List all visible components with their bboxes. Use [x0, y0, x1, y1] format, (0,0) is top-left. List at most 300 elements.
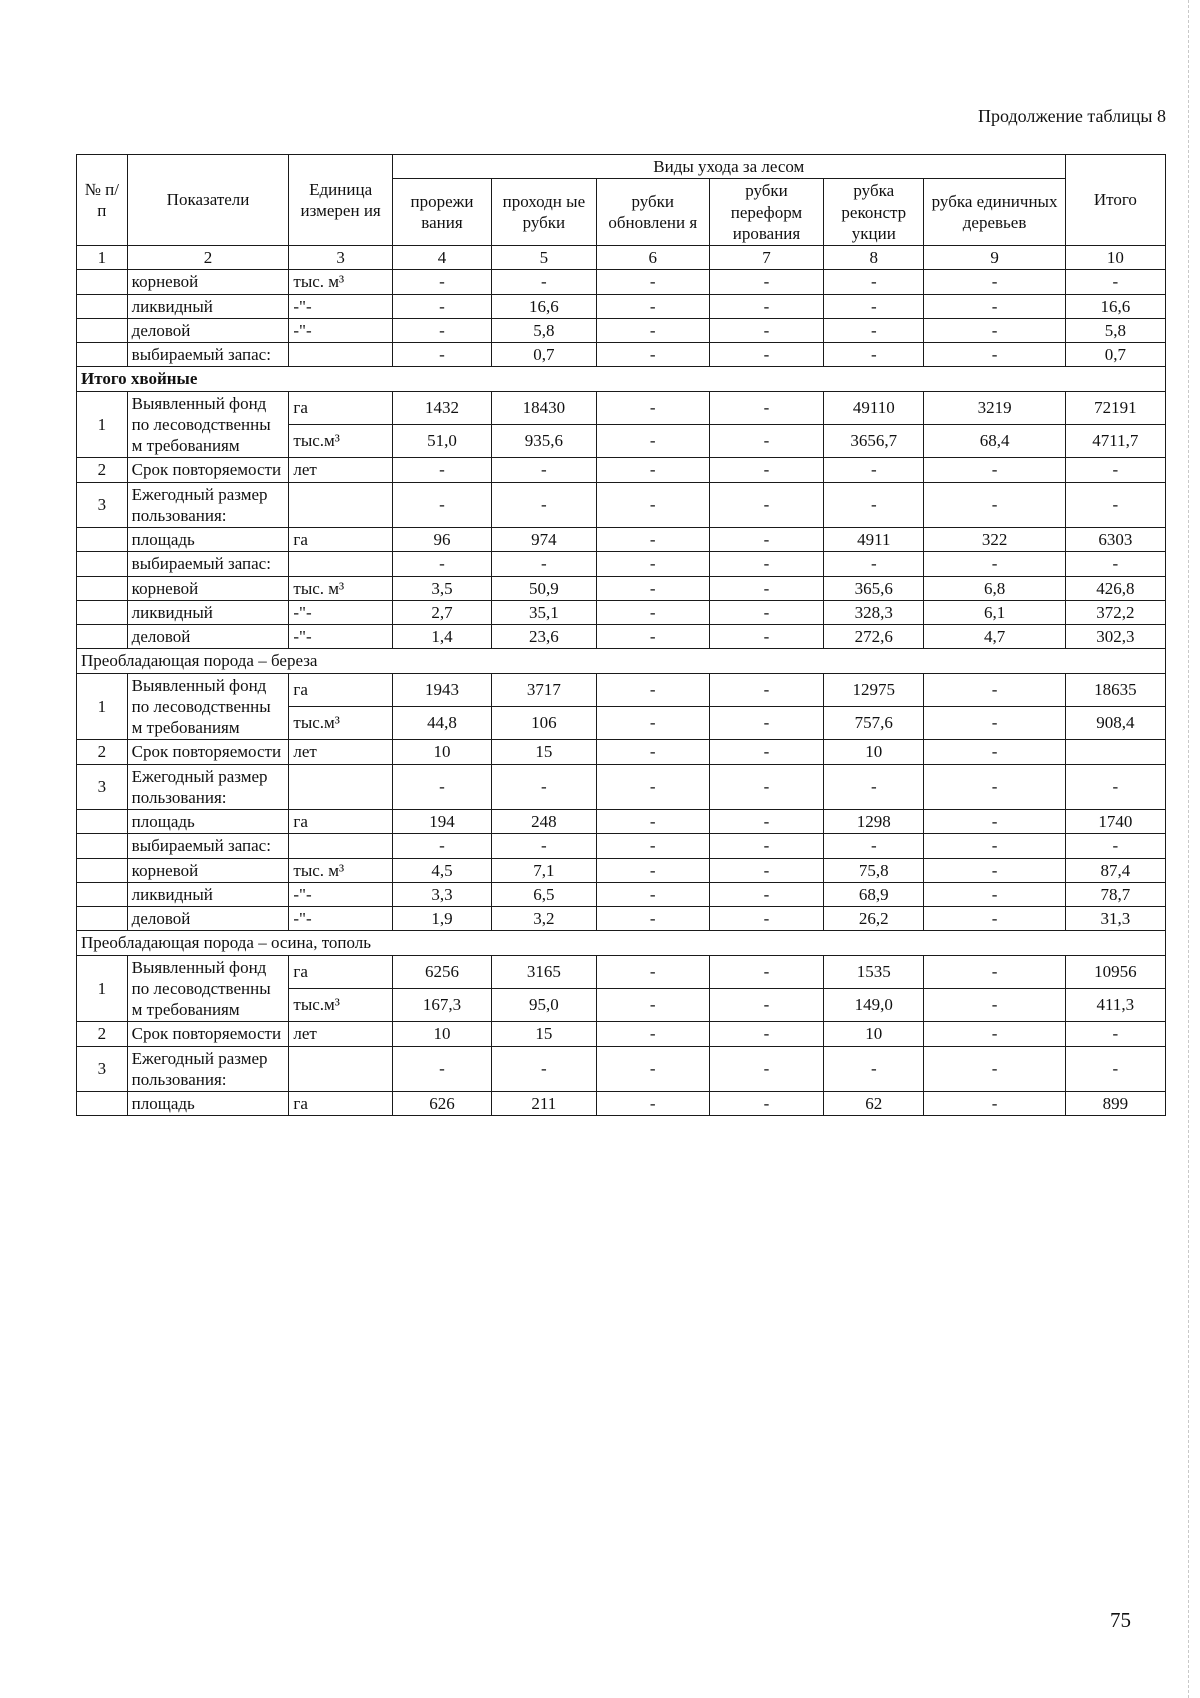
row-num: 3: [77, 1046, 128, 1092]
row-num: [77, 294, 128, 318]
column-number: 1: [77, 246, 128, 270]
row-value: -: [924, 458, 1065, 482]
row-num: [77, 810, 128, 834]
table-row: [77, 764, 1166, 810]
row-value: 44,8: [392, 706, 491, 739]
row-unit: [289, 764, 393, 810]
row-value: -: [596, 576, 709, 600]
column-number: 10: [1065, 246, 1165, 270]
row-value: -: [709, 1022, 823, 1046]
row-value: 3165: [492, 955, 597, 988]
forest-care-table: [76, 154, 1166, 1116]
row-indicator: Выявленный фонд по лесоводственны м требованиям: [127, 955, 289, 1022]
section-row: [77, 931, 1166, 955]
row-num: [77, 625, 128, 649]
row-total: 899: [1065, 1092, 1165, 1116]
row-unit: -"-: [289, 882, 393, 906]
row-value: -: [596, 424, 709, 457]
row-value: 626: [392, 1092, 491, 1116]
row-total: -: [1065, 834, 1165, 858]
table-row: [77, 625, 1166, 649]
row-value: 4,5: [392, 858, 491, 882]
row-value: -: [924, 482, 1065, 528]
row-value: -: [924, 343, 1065, 367]
row-value: 149,0: [824, 988, 924, 1021]
row-unit: тыс.м³: [289, 424, 393, 457]
table-row: [77, 810, 1166, 834]
column-number: 7: [709, 246, 823, 270]
row-value: -: [492, 834, 597, 858]
row-value: -: [392, 343, 491, 367]
row-value: 10: [392, 740, 491, 764]
row-value: 1,9: [392, 907, 491, 931]
row-unit: тыс. м³: [289, 576, 393, 600]
row-num: [77, 528, 128, 552]
row-value: 4911: [824, 528, 924, 552]
row-indicator: корневой: [127, 270, 289, 294]
row-total: 4711,7: [1065, 424, 1165, 457]
row-value: 1535: [824, 955, 924, 988]
row-total: 908,4: [1065, 706, 1165, 739]
row-value: -: [392, 764, 491, 810]
row-value: -: [596, 482, 709, 528]
row-num: 2: [77, 740, 128, 764]
row-value: -: [492, 764, 597, 810]
row-indicator: площадь: [127, 528, 289, 552]
row-num: [77, 834, 128, 858]
header-row-1: [77, 155, 1166, 179]
row-value: -: [709, 318, 823, 342]
row-total: 72191: [1065, 391, 1165, 424]
table-row: [77, 482, 1166, 528]
row-indicator: площадь: [127, 810, 289, 834]
row-value: -: [924, 764, 1065, 810]
row-value: 95,0: [492, 988, 597, 1021]
row-value: 26,2: [824, 907, 924, 931]
row-total: 372,2: [1065, 600, 1165, 624]
row-total: 18635: [1065, 673, 1165, 706]
row-indicator: выбираемый запас:: [127, 834, 289, 858]
row-value: 6,1: [924, 600, 1065, 624]
row-value: 18430: [492, 391, 597, 424]
row-value: 272,6: [824, 625, 924, 649]
table-caption: Продолжение таблицы 8: [978, 106, 1166, 126]
row-value: 16,6: [492, 294, 597, 318]
row-total: -: [1065, 482, 1165, 528]
row-indicator: корневой: [127, 576, 289, 600]
row-total: -: [1065, 270, 1165, 294]
row-total: 426,8: [1065, 576, 1165, 600]
row-value: -: [924, 1022, 1065, 1046]
row-unit: га: [289, 955, 393, 988]
row-value: 68,4: [924, 424, 1065, 457]
column-number: 6: [596, 246, 709, 270]
row-value: -: [596, 343, 709, 367]
row-value: -: [596, 907, 709, 931]
row-value: -: [596, 294, 709, 318]
row-unit: га: [289, 810, 393, 834]
row-value: -: [924, 955, 1065, 988]
row-indicator: площадь: [127, 1092, 289, 1116]
row-value: -: [924, 318, 1065, 342]
row-value: -: [709, 1092, 823, 1116]
row-value: -: [392, 834, 491, 858]
row-unit: [289, 834, 393, 858]
page-number: 75: [1110, 1608, 1131, 1632]
table-row: [77, 858, 1166, 882]
row-value: -: [924, 673, 1065, 706]
row-value: 106: [492, 706, 597, 739]
row-value: 974: [492, 528, 597, 552]
row-total: -: [1065, 1046, 1165, 1092]
row-value: -: [596, 1022, 709, 1046]
row-value: 35,1: [492, 600, 597, 624]
row-unit: -"-: [289, 294, 393, 318]
row-value: -: [709, 988, 823, 1021]
row-indicator: Выявленный фонд по лесоводственны м требованиям: [127, 673, 289, 740]
row-value: 6,5: [492, 882, 597, 906]
row-value: -: [392, 482, 491, 528]
row-num: 1: [77, 673, 128, 740]
row-value: -: [924, 552, 1065, 576]
row-value: -: [596, 764, 709, 810]
row-value: 4,7: [924, 625, 1065, 649]
row-value: -: [596, 706, 709, 739]
row-value: -: [596, 270, 709, 294]
row-value: 3,2: [492, 907, 597, 931]
table-row: [77, 576, 1166, 600]
row-value: -: [596, 458, 709, 482]
row-total: 1740: [1065, 810, 1165, 834]
row-value: 3,5: [392, 576, 491, 600]
row-total: -: [1065, 552, 1165, 576]
row-num: [77, 882, 128, 906]
row-unit: га: [289, 673, 393, 706]
section-title: Итого хвойные: [77, 367, 1166, 391]
row-total: -: [1065, 1022, 1165, 1046]
row-total: 411,3: [1065, 988, 1165, 1021]
row-value: 5,8: [492, 318, 597, 342]
row-value: 15: [492, 1022, 597, 1046]
table-row: [77, 318, 1166, 342]
row-indicator: Ежегодный размер пользования:: [127, 764, 289, 810]
header-total: Итого: [1065, 155, 1165, 246]
row-indicator: ликвидный: [127, 882, 289, 906]
row-value: -: [824, 270, 924, 294]
row-value: -: [924, 834, 1065, 858]
row-value: -: [709, 834, 823, 858]
row-num: [77, 600, 128, 624]
header-indicators: Показатели: [127, 155, 289, 246]
row-total: -: [1065, 764, 1165, 810]
row-value: 10: [824, 1022, 924, 1046]
table-row: [77, 600, 1166, 624]
row-value: 935,6: [492, 424, 597, 457]
fund-row-area: [77, 955, 1166, 988]
row-unit: -"-: [289, 907, 393, 931]
row-value: -: [709, 482, 823, 528]
fund-row-area: [77, 673, 1166, 706]
row-value: 3656,7: [824, 424, 924, 457]
row-value: -: [924, 1092, 1065, 1116]
row-value: -: [709, 343, 823, 367]
row-indicator: Выявленный фонд по лесоводственны м требованиям: [127, 391, 289, 458]
header-col-single-trees: рубка единичных деревьев: [924, 179, 1065, 246]
header-unit: Единица измерен ия: [289, 155, 393, 246]
row-value: 10: [392, 1022, 491, 1046]
row-value: 167,3: [392, 988, 491, 1021]
row-value: -: [709, 270, 823, 294]
row-value: -: [709, 955, 823, 988]
row-value: -: [709, 1046, 823, 1092]
row-value: 1943: [392, 673, 491, 706]
header-group: Виды ухода за лесом: [392, 155, 1065, 179]
row-value: -: [709, 764, 823, 810]
row-num: 3: [77, 482, 128, 528]
row-value: -: [596, 673, 709, 706]
row-value: -: [924, 294, 1065, 318]
row-value: -: [924, 1046, 1065, 1092]
row-value: -: [924, 810, 1065, 834]
row-num: [77, 576, 128, 600]
row-value: -: [492, 270, 597, 294]
section-row: [77, 649, 1166, 673]
row-value: -: [924, 706, 1065, 739]
row-value: -: [824, 552, 924, 576]
row-value: -: [924, 858, 1065, 882]
row-unit: -"-: [289, 625, 393, 649]
row-value: -: [824, 1046, 924, 1092]
row-value: -: [924, 270, 1065, 294]
row-value: 194: [392, 810, 491, 834]
row-unit: -"-: [289, 318, 393, 342]
row-value: 51,0: [392, 424, 491, 457]
row-value: -: [709, 706, 823, 739]
row-value: 7,1: [492, 858, 597, 882]
row-value: -: [824, 343, 924, 367]
row-value: -: [392, 1046, 491, 1092]
row-indicator: Срок повторяемости: [127, 1022, 289, 1046]
row-value: -: [596, 528, 709, 552]
row-value: -: [596, 988, 709, 1021]
row-num: 1: [77, 391, 128, 458]
row-total: 6303: [1065, 528, 1165, 552]
row-value: -: [596, 858, 709, 882]
row-value: -: [492, 458, 597, 482]
row-value: -: [709, 528, 823, 552]
column-number: 8: [824, 246, 924, 270]
row-value: 23,6: [492, 625, 597, 649]
row-num: [77, 907, 128, 931]
row-value: -: [709, 907, 823, 931]
column-number: 5: [492, 246, 597, 270]
row-num: 2: [77, 1022, 128, 1046]
row-value: -: [924, 907, 1065, 931]
row-value: -: [709, 576, 823, 600]
row-value: -: [709, 391, 823, 424]
row-unit: [289, 482, 393, 528]
row-value: -: [924, 740, 1065, 764]
row-value: -: [709, 882, 823, 906]
row-value: 3717: [492, 673, 597, 706]
row-unit: [289, 1046, 393, 1092]
row-value: 6256: [392, 955, 491, 988]
row-value: 50,9: [492, 576, 597, 600]
row-value: -: [596, 1092, 709, 1116]
row-value: 322: [924, 528, 1065, 552]
row-value: -: [709, 552, 823, 576]
table-row: [77, 270, 1166, 294]
row-value: 62: [824, 1092, 924, 1116]
row-value: -: [392, 552, 491, 576]
row-indicator: деловой: [127, 318, 289, 342]
table-row: [77, 528, 1166, 552]
row-total: 10956: [1065, 955, 1165, 988]
row-unit: -"-: [289, 600, 393, 624]
row-value: -: [492, 1046, 597, 1092]
row-unit: тыс.м³: [289, 706, 393, 739]
row-value: -: [709, 600, 823, 624]
row-indicator: Ежегодный размер пользования:: [127, 1046, 289, 1092]
section-title: Преобладающая порода – береза: [77, 649, 1166, 673]
row-value: -: [824, 294, 924, 318]
row-num: 3: [77, 764, 128, 810]
table-row: [77, 1022, 1166, 1046]
row-indicator: деловой: [127, 907, 289, 931]
row-value: 6,8: [924, 576, 1065, 600]
table-row: [77, 907, 1166, 931]
row-value: -: [596, 1046, 709, 1092]
header-col-renewal: рубки обновлени я: [596, 179, 709, 246]
row-value: -: [709, 294, 823, 318]
row-value: -: [596, 810, 709, 834]
row-unit: лет: [289, 740, 393, 764]
row-value: 2,7: [392, 600, 491, 624]
column-number: 9: [924, 246, 1065, 270]
row-value: 1298: [824, 810, 924, 834]
row-unit: [289, 552, 393, 576]
row-unit: тыс. м³: [289, 270, 393, 294]
row-indicator: деловой: [127, 625, 289, 649]
table-row: [77, 294, 1166, 318]
table-row: [77, 343, 1166, 367]
column-number: 2: [127, 246, 289, 270]
row-value: -: [392, 294, 491, 318]
row-value: -: [392, 270, 491, 294]
row-value: 15: [492, 740, 597, 764]
row-unit: тыс. м³: [289, 858, 393, 882]
row-value: -: [709, 424, 823, 457]
row-total: 87,4: [1065, 858, 1165, 882]
row-unit: лет: [289, 458, 393, 482]
row-total: 78,7: [1065, 882, 1165, 906]
row-unit: га: [289, 528, 393, 552]
row-indicator: корневой: [127, 858, 289, 882]
page-edge: [1188, 0, 1189, 1698]
row-total: 302,3: [1065, 625, 1165, 649]
row-value: -: [596, 882, 709, 906]
row-num: [77, 552, 128, 576]
row-num: [77, 1092, 128, 1116]
row-value: -: [709, 625, 823, 649]
row-total: 0,7: [1065, 343, 1165, 367]
row-total: 16,6: [1065, 294, 1165, 318]
row-value: -: [392, 318, 491, 342]
row-value: 75,8: [824, 858, 924, 882]
row-num: [77, 270, 128, 294]
row-value: 3,3: [392, 882, 491, 906]
row-unit: га: [289, 1092, 393, 1116]
section-title: Преобладающая порода – осина, тополь: [77, 931, 1166, 955]
row-value: -: [924, 988, 1065, 1021]
row-value: -: [596, 391, 709, 424]
row-indicator: выбираемый запас:: [127, 552, 289, 576]
row-value: 757,6: [824, 706, 924, 739]
row-value: -: [492, 552, 597, 576]
row-value: 10: [824, 740, 924, 764]
header-num: № п/п: [77, 155, 128, 246]
row-value: -: [492, 482, 597, 528]
header-col-reconstruction: рубка реконстр укции: [824, 179, 924, 246]
row-value: 0,7: [492, 343, 597, 367]
table-row: [77, 458, 1166, 482]
row-value: 328,3: [824, 600, 924, 624]
header-col-thinning: прорежи вания: [392, 179, 491, 246]
row-indicator: выбираемый запас:: [127, 343, 289, 367]
row-value: -: [709, 673, 823, 706]
column-number: 3: [289, 246, 393, 270]
row-value: 1,4: [392, 625, 491, 649]
row-value: -: [709, 858, 823, 882]
row-num: 1: [77, 955, 128, 1022]
row-value: -: [924, 882, 1065, 906]
row-value: 365,6: [824, 576, 924, 600]
row-value: -: [709, 810, 823, 834]
row-value: 248: [492, 810, 597, 834]
row-indicator: ликвидный: [127, 294, 289, 318]
row-value: -: [824, 482, 924, 528]
row-value: 68,9: [824, 882, 924, 906]
row-value: -: [596, 600, 709, 624]
row-value: 12975: [824, 673, 924, 706]
row-unit: лет: [289, 1022, 393, 1046]
table-row: [77, 552, 1166, 576]
row-value: -: [824, 458, 924, 482]
table-row: [77, 740, 1166, 764]
row-total: -: [1065, 458, 1165, 482]
row-indicator: Срок повторяемости: [127, 740, 289, 764]
header-col-reformation: рубки переформ ирования: [709, 179, 823, 246]
column-numbers-row: [77, 246, 1166, 270]
row-indicator: Срок повторяемости: [127, 458, 289, 482]
row-value: -: [824, 834, 924, 858]
row-value: -: [596, 834, 709, 858]
header-col-passage: проходн ые рубки: [492, 179, 597, 246]
row-value: -: [596, 625, 709, 649]
row-total: 31,3: [1065, 907, 1165, 931]
row-unit: тыс.м³: [289, 988, 393, 1021]
section-row: [77, 367, 1166, 391]
row-total: [1065, 740, 1165, 764]
fund-row-area: [77, 391, 1166, 424]
row-num: [77, 343, 128, 367]
row-indicator: Ежегодный размер пользования:: [127, 482, 289, 528]
row-value: 96: [392, 528, 491, 552]
row-value: 1432: [392, 391, 491, 424]
table-row: [77, 882, 1166, 906]
row-num: 2: [77, 458, 128, 482]
row-value: -: [596, 955, 709, 988]
